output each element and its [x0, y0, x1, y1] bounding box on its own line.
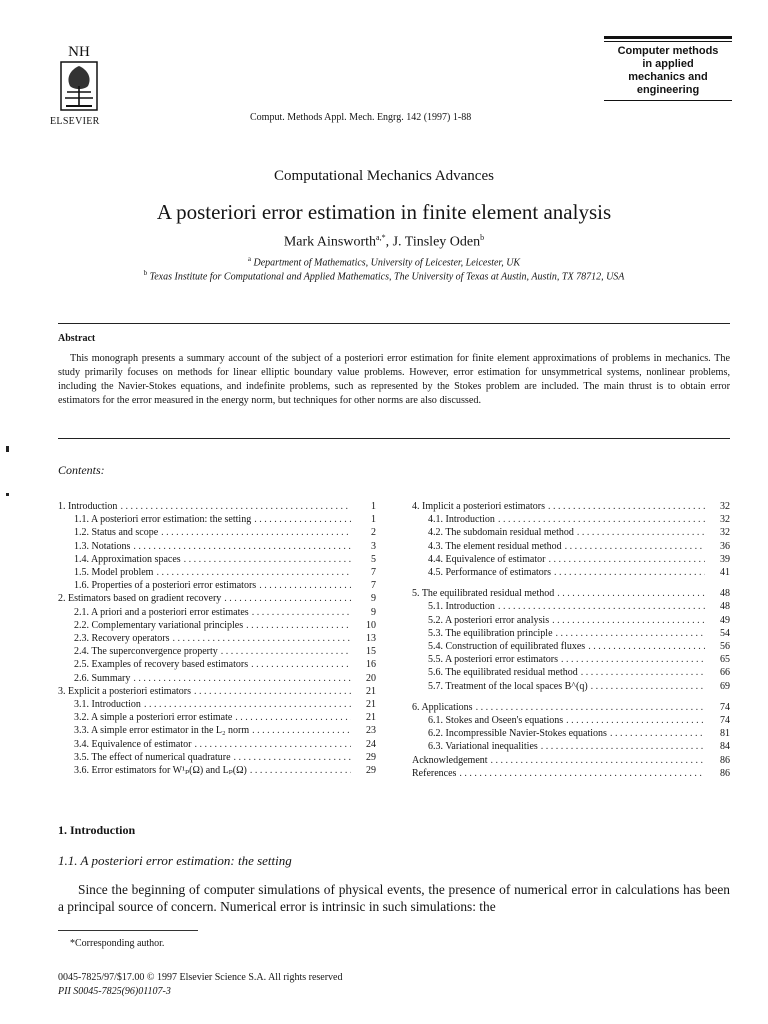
toc-entry-label: 4.2. The subdomain residual method — [428, 527, 574, 539]
toc-entry-label: 1.6. Properties of a posteriori error estimators — [74, 580, 257, 592]
toc-entry-page: 9 — [371, 606, 376, 618]
toc-entry-page: 81 — [720, 728, 730, 740]
toc-entry-page: 5 — [371, 553, 376, 565]
journal-citation: Comput. Methods Appl. Mech. Engrg. 142 (1997) 1-88 — [250, 112, 472, 123]
toc-leader-dots — [498, 513, 705, 526]
toc-entry — [74, 764, 376, 777]
journal-box-top-rule — [604, 36, 732, 39]
toc-leader-dots — [548, 500, 705, 513]
toc-entry — [428, 566, 730, 579]
toc-entry-label: 4.4. Equivalence of estimator — [428, 553, 546, 565]
toc-entry — [74, 566, 376, 579]
toc-entry — [428, 714, 730, 727]
toc-entry-label: 3.1. Introduction — [74, 699, 141, 710]
contents-heading: Contents: — [58, 463, 105, 477]
toc-leader-dots — [552, 614, 705, 627]
toc-entry — [428, 680, 730, 693]
toc-entry — [74, 632, 376, 645]
toc-entry-page: 48 — [720, 601, 730, 613]
toc-entry-label: 2.5. Examples of recovery based estimators — [74, 659, 249, 671]
journal-title-line: Computer methods — [617, 45, 719, 57]
toc-entry-page: 54 — [720, 627, 730, 639]
affiliation-mark: a — [247, 255, 251, 263]
toc-entry-page: 49 — [720, 614, 730, 626]
pii-line: PII S0045-7825(96)01107-3 — [58, 986, 171, 997]
toc-entry-label: 5.5. A posteriori error estimators — [428, 654, 558, 666]
scan-mark — [6, 493, 9, 496]
toc-entry-label: 3.6. Error estimators for W¹ₚ(Ω) and Lₚ(Ω) — [74, 765, 247, 776]
toc-entry-page: 32 — [720, 514, 730, 526]
toc-leader-dots — [246, 619, 351, 632]
toc-entry-label: 5.3. The equilibration principle — [428, 627, 553, 639]
abstract-heading: Abstract — [58, 333, 96, 344]
toc-entry-page: 84 — [720, 741, 730, 753]
toc-leader-dots — [120, 500, 351, 513]
toc-leader-dots — [252, 724, 351, 737]
toc-leader-dots — [581, 666, 705, 679]
section-heading: 1. Introduction — [58, 823, 136, 837]
affiliation-a — [0, 255, 768, 268]
toc-leader-dots — [259, 579, 351, 592]
toc-entry-page: 15 — [366, 646, 376, 658]
toc-entry — [412, 701, 730, 714]
footnote-rule — [58, 930, 198, 931]
toc-leader-dots — [541, 740, 705, 753]
toc-entry-label: 2.1. A priori and a posteriori error estimates — [74, 606, 249, 618]
abstract-top-rule — [58, 323, 730, 324]
toc-entry-page: 66 — [720, 667, 730, 679]
journal-title-line: engineering — [636, 84, 700, 96]
toc-entry — [74, 698, 376, 711]
toc-entry — [428, 600, 730, 613]
toc-leader-dots — [548, 553, 705, 566]
toc-entry-label: 6. Applications — [412, 701, 473, 713]
toc-entry-label: 5.4. Construction of equilibrated fluxes — [428, 641, 586, 652]
toc-entry — [428, 627, 730, 640]
toc-leader-dots — [476, 701, 705, 714]
toc-entry-page: 56 — [720, 641, 730, 652]
toc-entry-label: 1.3. Notations — [74, 540, 131, 552]
toc-leader-dots — [194, 738, 351, 751]
toc-entry-label: 3.5. The effect of numerical quadrature — [74, 751, 231, 763]
toc-entry-label: 4.3. The element residual method — [428, 540, 562, 552]
toc-entry-label: 1.2. Status and scope — [74, 527, 159, 539]
toc-entry — [74, 540, 376, 553]
toc-entry-label: 3. Explicit a posteriori estimators — [58, 685, 192, 697]
toc-entry — [74, 606, 376, 619]
toc-entry-page: 3 — [371, 540, 376, 552]
toc-entry-label: 6.3. Variational inequalities — [428, 741, 538, 753]
toc-leader-dots — [224, 592, 351, 605]
affiliation-b — [0, 269, 768, 282]
toc-entry-page: 24 — [366, 738, 376, 750]
toc-entry — [428, 526, 730, 539]
abstract-text: This monograph presents a summary account of the subject of a posteriori error estimation for finite element approximations of problems in mechanics. The study primarily focuses on methods for linear elliptic boundary value problems. However, error estimation for unsymmetrical systems, nonlinear problems, including the Navier-Stokes equations, and indefinite problems, such as represented by the Stokes problem are included. The main thrust is to obtain error estimators for the error measured in the energy norm, but techniques for other norms are also discussed. — [58, 353, 730, 406]
journal-title — [604, 45, 732, 97]
subsection-heading: 1.1. A posteriori error estimation: the setting — [58, 853, 292, 868]
toc-entry-label: 4.1. Introduction — [428, 514, 495, 526]
toc-entry-label: 5. The equilibrated residual method — [412, 588, 555, 600]
elsevier-tree-icon — [52, 42, 106, 114]
toc-entry — [74, 619, 376, 632]
toc-entry-page: 86 — [720, 754, 730, 766]
toc-entry-page: 65 — [720, 654, 730, 666]
toc-entry — [428, 653, 730, 666]
toc-entry-page: 9 — [371, 593, 376, 605]
toc-entry — [58, 592, 376, 605]
toc-entry-label: 1.1. A posteriori error estimation: the setting — [74, 514, 252, 526]
toc-leader-dots — [498, 600, 705, 613]
toc-entry-page: 13 — [366, 633, 376, 644]
toc-leader-dots — [561, 653, 705, 666]
toc-leader-dots — [234, 751, 351, 764]
toc-entry-label: 1. Introduction — [58, 501, 118, 512]
toc-entry-page: 16 — [366, 659, 376, 671]
toc-entry — [74, 672, 376, 685]
author-list: Mark Ainsworth$^{a,*}$, J. Tinsley Oden$^b$ — [283, 233, 485, 250]
toc-entry-label: 5.1. Introduction — [428, 601, 495, 613]
toc-entry — [74, 711, 376, 724]
toc-leader-dots — [566, 714, 705, 727]
toc-entry-page: 7 — [371, 580, 376, 592]
toc-entry — [428, 740, 730, 753]
toc-leader-dots — [554, 566, 705, 579]
toc-entry-page: 41 — [720, 567, 730, 578]
toc-entry-page: 1 — [371, 514, 376, 526]
toc-leader-dots — [161, 526, 351, 539]
toc-leader-dots — [252, 606, 351, 619]
toc-entry — [74, 724, 376, 737]
toc-entry — [74, 579, 376, 592]
affiliation-text: Department of Mathematics, University of Leicester, Leicester, UK — [253, 257, 521, 269]
toc-entry — [74, 526, 376, 539]
toc-entry-label: 2.6. Summary — [74, 672, 131, 684]
toc-entry-label: 5.7. Treatment of the local spaces B^(q) — [428, 680, 588, 692]
toc-entry — [428, 727, 730, 740]
toc-entry-page: 7 — [371, 567, 376, 578]
toc-entry — [428, 553, 730, 566]
toc-entry — [74, 645, 376, 658]
publisher-logo — [52, 42, 106, 114]
toc-entry — [412, 587, 730, 600]
toc-leader-dots — [184, 553, 351, 566]
toc-leader-dots — [156, 566, 351, 579]
toc-entry-label: 6.2. Incompressible Navier-Stokes equations — [428, 728, 607, 740]
toc-entry — [58, 685, 376, 698]
affiliation-mark: b — [143, 269, 148, 277]
toc-entry — [428, 513, 730, 526]
toc-entry-label: 3.3. A simple error estimator in the L₂ norm — [74, 725, 250, 737]
toc-entry-page: 21 — [366, 712, 376, 724]
paper-title: A posteriori error estimation in finite element analysis — [156, 200, 612, 224]
toc-entry-page: 32 — [720, 501, 730, 512]
toc-entry-page: 10 — [366, 619, 376, 631]
toc-entry-label: 5.2. A posteriori error analysis — [428, 614, 550, 626]
toc-leader-dots — [235, 711, 351, 724]
toc-entry-page: 1 — [371, 501, 376, 512]
toc-leader-dots — [591, 680, 705, 693]
toc-entry-label: Acknowledgement — [412, 754, 488, 766]
journal-title-line: in applied — [642, 58, 694, 70]
toc-entry — [428, 666, 730, 679]
toc-entry — [58, 500, 376, 513]
publisher-name: ELSEVIER — [50, 116, 100, 127]
abstract-bottom-rule — [58, 438, 730, 439]
toc-entry — [74, 658, 376, 671]
toc-entry-label: 4. Implicit a posteriori estimators — [412, 501, 546, 512]
journal-title-line: mechanics and — [628, 71, 708, 83]
author-name: J. Tinsley Oden — [392, 234, 481, 250]
toc-leader-dots — [588, 640, 705, 653]
toc-entry — [74, 513, 376, 526]
toc-entry-page: 86 — [720, 767, 730, 779]
logo-text: NH — [68, 44, 90, 60]
toc-leader-dots — [251, 658, 351, 671]
copyright-line: 0045-7825/97/$17.00 © 1997 Elsevier Science S.A. All rights reserved — [58, 972, 343, 983]
toc-leader-dots — [250, 764, 351, 777]
toc-entry-label: 3.2. A simple a posteriori error estimate — [74, 712, 233, 724]
toc-entry-page: 20 — [366, 672, 376, 684]
toc-entry-label: 2. Estimators based on gradient recovery — [58, 593, 222, 605]
toc-entry — [412, 767, 730, 780]
toc-entry-page: 74 — [720, 701, 730, 713]
toc-entry-page: 29 — [366, 751, 376, 763]
toc-entry-page: 74 — [720, 715, 730, 726]
body-paragraph: Since the beginning of computer simulations of physical events, the presence of numerical error in calculations has been a principal source of concern. Numerical error is intrinsic in such simulations: the — [58, 882, 730, 914]
toc-entry-page: 32 — [720, 527, 730, 539]
toc-entry — [412, 754, 730, 767]
toc-entry-label: 2.2. Complementary variational principles — [74, 619, 244, 631]
toc-entry-label: 1.5. Model problem — [74, 567, 154, 578]
toc-leader-dots — [221, 645, 351, 658]
toc-entry-page: 21 — [366, 699, 376, 710]
toc-entry-page: 39 — [720, 553, 730, 565]
toc-entry-page: 36 — [720, 540, 730, 552]
toc-entry-label: 1.4. Approximation spaces — [74, 553, 181, 565]
toc-entry-label: 5.6. The equilibrated residual method — [428, 667, 578, 679]
toc-entry-page: 29 — [366, 765, 376, 776]
toc-leader-dots — [577, 526, 705, 539]
toc-leader-dots — [144, 698, 351, 711]
toc-entry-page: 2 — [371, 527, 376, 539]
toc-entry-page: 69 — [720, 680, 730, 692]
toc-leader-dots — [556, 627, 705, 640]
toc-leader-dots — [565, 540, 705, 553]
toc-entry — [74, 553, 376, 566]
toc-leader-dots — [254, 513, 351, 526]
toc-entry-page: 21 — [366, 685, 376, 697]
toc-entry — [428, 640, 730, 653]
author-name: Mark Ainsworth — [283, 234, 377, 250]
affiliation-text: Texas Institute for Computational and Applied Mathematics, The University of Texas at Austin, Austin, TX 78712, USA — [149, 271, 625, 283]
toc-leader-dots — [610, 727, 705, 740]
author-mark: a,* — [376, 233, 386, 242]
toc-entry — [412, 500, 730, 513]
toc-entry-label: 6.1. Stokes and Oseen's equations — [428, 715, 564, 726]
journal-box-thin-rule — [604, 41, 732, 42]
toc-entry-label: 4.5. Performance of estimators — [428, 567, 552, 578]
series-title: Computational Mechanics Advances — [274, 168, 494, 184]
journal-box-bottom-rule — [604, 100, 732, 101]
toc-entry-label: 2.4. The superconvergence property — [74, 646, 218, 658]
toc-leader-dots — [459, 767, 705, 780]
toc-leader-dots — [133, 672, 351, 685]
toc-entry-page: 23 — [366, 725, 376, 737]
journal-title-box — [604, 36, 732, 101]
toc-leader-dots — [194, 685, 351, 698]
toc-entry — [74, 751, 376, 764]
toc-entry — [74, 738, 376, 751]
scan-mark — [6, 446, 9, 452]
toc-entry — [428, 614, 730, 627]
toc-entry-label: 3.4. Equivalence of estimator — [74, 738, 192, 750]
toc-leader-dots — [557, 587, 705, 600]
toc-entry-label: References — [412, 767, 457, 779]
toc-leader-dots — [491, 754, 705, 767]
footnote: *Corresponding author. — [70, 938, 165, 949]
toc-leader-dots — [173, 632, 351, 645]
toc-entry-label: 2.3. Recovery operators — [74, 633, 170, 644]
toc-entry — [428, 540, 730, 553]
toc-leader-dots — [133, 540, 351, 553]
author-mark: b — [480, 233, 485, 242]
toc-entry-page: 48 — [720, 588, 730, 600]
